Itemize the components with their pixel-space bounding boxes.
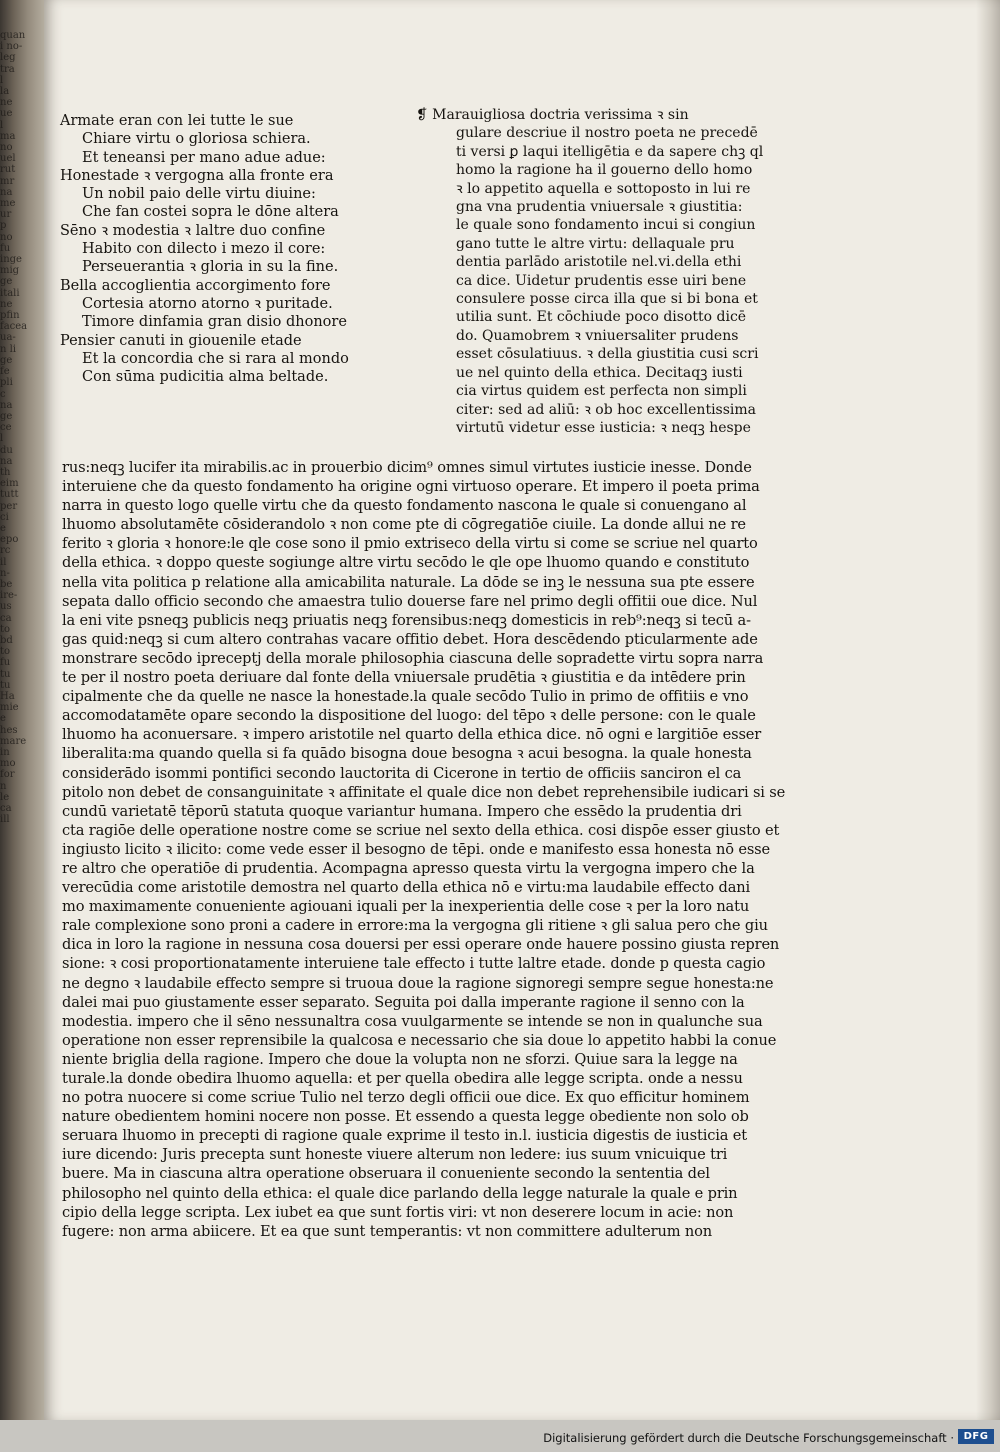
spine-fragment: ma	[0, 130, 16, 142]
spine-fragment: l	[0, 74, 4, 86]
spine-fragment: n li	[0, 343, 17, 355]
spine-fragment: leg	[0, 52, 16, 64]
verse-line: Sēno ꝛ modestia ꝛ laltre duo confine	[60, 222, 326, 239]
spine-fragment: mie	[0, 702, 19, 714]
spine-fragment: ce	[0, 422, 12, 434]
commentary-line: ferito ꝛ gloria ꝛ honore:le qle cose sono il pmio extriseco della virtu si come se scriue nel quarto	[62, 535, 758, 553]
spine-fragment: be	[0, 578, 13, 590]
commentary-line: verecūdia come aristotile demostra nel quarto della ethica nō e virtu:ma laudabile effecto dani	[62, 879, 751, 897]
spine-fragment: n	[0, 780, 7, 792]
commentary-line: ꝛ lo appetito aquella e sottoposto in lui re	[456, 180, 751, 197]
spine-fragment: per	[0, 500, 18, 512]
commentary-line: narra in questo logo quelle virtu che da questo fondamento nascona le quale si conuengano al	[62, 497, 747, 515]
spine-fragment: ne	[0, 298, 13, 310]
commentary-line: ue nel quinto della ethica. Decitaqꝫ iusti	[456, 364, 743, 381]
commentary-line: cundū varietatē tēporū statuta quoque variantur humana. Impero che essēdo la prudentia dri	[62, 802, 742, 820]
commentary-line: monstrare secōdo ipreceptj della morale philosophia ciascuna delle sopradette virtu sopra narra	[62, 649, 764, 667]
spine-fragment: tu	[0, 668, 11, 680]
spine-fragment: quan	[0, 30, 26, 41]
spine-fragment: le	[0, 791, 10, 803]
commentary-line: rus:neqꝫ lucifer ita mirabilis.ac in prouerbio dicim⁹ omnes simul virtutes iusticie inesse. Donde	[62, 459, 752, 476]
verse-line: Con sūma pudicitia alma beltade.	[82, 369, 329, 386]
spine-fragment: rut	[0, 164, 16, 176]
verse-line: Bella accoglientia accorgimento fore	[60, 277, 331, 294]
spine-fragment: c	[0, 388, 6, 400]
commentary-line: seruara lhuomo in precepti di ragione quale exprime il testo in.l. iusticia digestis de iusticia et	[62, 1127, 748, 1145]
commentary-line: consulere posse circa illa que si bi bona et	[456, 291, 758, 308]
spine-fragment: na	[0, 399, 13, 411]
verse-line: Chiare virtu o gloriosa schiera.	[82, 131, 311, 148]
spine-fragment: e	[0, 522, 6, 534]
commentary-line: do. Quamobrem ꝛ vniuersaliter prudens	[456, 327, 739, 344]
spine-fragment: in	[0, 747, 10, 758]
adjacent-page-fragment	[0, 30, 38, 1400]
spine-fragment: il	[0, 556, 7, 568]
spine-fragment: no	[0, 142, 13, 154]
commentary-line: ingiusto licito ꝛ ilicito: come vede esser il besogno de tēpi. onde e manifesto essa honesta nō esse	[62, 840, 771, 858]
commentary-line: dica in loro la ragione in nessuna cosa douersi per essi operare onde hauere possino giusta repren	[62, 936, 780, 954]
spine-fragment: mo	[0, 758, 16, 770]
commentary-line: sione: ꝛ cosi proportionatamente interuiene tale effecto i tutte laltre etade. donde p questa cagio	[62, 955, 766, 973]
commentary-line: dalei mai puo giustamente esser separato. Seguita poi dalla imperante ragione il senno con la	[62, 993, 745, 1011]
spine-fragment: ire-	[0, 590, 18, 602]
spine-fragment: ua-	[0, 332, 16, 344]
commentary-main-block	[62, 458, 785, 1241]
spine-fragment: e	[0, 713, 6, 725]
commentary-line: liberalita:ma quando quella si fa quādo bisogna doue besogna ꝛ acui besogna. la quale honesta	[62, 745, 752, 763]
commentary-line: cipalmente che da quelle ne nasce la honestade.la quale secōdo Tulio in primo de offitiis e vno	[62, 688, 749, 706]
commentary-line: ti versi ꝑ laqui itelligētia e da sapere chꝫ ql	[456, 143, 764, 160]
spine-fragment: pfin	[0, 310, 20, 322]
commentary-line: lhuomo ha aconuersare. ꝛ impero aristotile nel quarto della ethica dice. nō ogni e largitiōe esser	[62, 726, 762, 744]
spine-fragment: l	[0, 119, 4, 131]
spine-fragment: bd	[0, 634, 13, 646]
spine-fragment: ur	[0, 209, 12, 221]
verse-line: Et teneansi per mano adue adue:	[82, 149, 326, 166]
spine-fragment: ca	[0, 803, 12, 815]
commentary-right-column	[416, 106, 763, 437]
commentary-line: no potra nuocere si come scriue Tulio nel terzo degli officii oue dice. Ex quo efficitur hominem	[62, 1089, 750, 1107]
commentary-line: rale complexione sono proni a cadere in errore:ma la vergogna gli ritiene ꝛ gli salua pero che giu	[62, 917, 768, 935]
digitization-footer	[0, 1420, 1000, 1452]
commentary-line: fugere: non arma abiicere. Et ea que sunt temperantis: vt non committere adulterum non	[62, 1222, 713, 1240]
commentary-line: nella vita politica p relatione alla amicabilita naturale. La dōde se inꝫ le nessuna sua pte essere	[62, 573, 755, 591]
commentary-line: gna vna prudentia vniuersale ꝛ giustitia:	[456, 199, 743, 216]
verse-line: Et la concordia che si rara al mondo	[82, 350, 349, 367]
verse-block	[60, 112, 349, 386]
spine-fragment: pli	[0, 377, 13, 389]
commentary-line: gas quid:neqꝫ si cum altero contrahas vacare offitio debet. Hora descēdendo pticularmente ade	[62, 630, 758, 648]
verse-line: Che fan costei sopra le dōne altera	[82, 204, 339, 221]
commentary-line: dentia parlādo aristotile nel.vi.della ethi	[456, 254, 742, 271]
commentary-line: le quale sono fondamento incui si congiun	[456, 217, 756, 234]
commentary-line: ❡ Marauigliosa doctria verissima ꝛ sin	[416, 107, 689, 123]
spine-fragment: na	[0, 455, 13, 467]
commentary-line: pitolo non debet de consanguinitate ꝛ affinitate el quale dice non debet reprehensibile iudicari si se	[62, 783, 786, 801]
commentary-line: cia virtus quidem est perfecta non simpli	[456, 383, 747, 400]
spine-fragment: inge	[0, 254, 22, 266]
spine-fragment: n-	[0, 567, 10, 579]
spine-fragment: to	[0, 623, 11, 635]
commentary-line: buere. Ma in ciascuna altra operatione obseruara il conueniente secondo la sententia del	[62, 1165, 710, 1183]
page-right-shadow	[976, 0, 1000, 1420]
spine-fragment: ne	[0, 97, 13, 109]
spine-fragment: l	[0, 433, 4, 445]
commentary-line: cta ragiōe delle operatione nostre come se scriue nel sexto della ethica. cosi dispōe esser giusto et	[62, 821, 780, 839]
spine-fragment: for	[0, 769, 15, 781]
commentary-line: homo la ragione ha il gouerno dello homo	[456, 162, 753, 179]
commentary-line: iure dicendo: Juris precepta sunt honeste viuere alterum non ledere: ius suum vnicuique tri	[62, 1146, 728, 1164]
commentary-line: citer: sed ad aliū: ꝛ ob hoc excellentissima	[456, 401, 757, 418]
spine-fragment: no	[0, 231, 13, 243]
commentary-line: cipio della legge scripta. Lex iubet ea que sunt fortis viri: vt non deserere locum in acie: non	[62, 1203, 734, 1221]
spine-fragment: us	[0, 601, 12, 613]
commentary-line: mo maximamente conueniente agiouani iquali per la inexperientia delle cose ꝛ per la loro natu	[62, 898, 750, 916]
commentary-line: te per il nostro poeta deriuare dal fonte della vniuersale prudētia ꝛ giustitia e da intēdere prin	[62, 669, 746, 687]
spine-fragment: mig	[0, 265, 20, 277]
commentary-line: turale.la donde obedira lhuomo aquella: et per quella obedira alle legge scripta. onde a nessu	[62, 1070, 743, 1087]
commentary-line: nature obedientem homini nocere non posse. Et essendo a questa legge obediente non solo ob	[62, 1108, 749, 1126]
spine-fragment: p	[0, 220, 7, 232]
commentary-line: re altro che operatiōe di prudentia. Acompagna apresso questa virtu la vergogna impero che la	[62, 859, 755, 877]
verse-line: Pensier canuti in giouenile etade	[60, 332, 302, 349]
commentary-line: lhuomo absolutamēte cōsiderandolo ꝛ non come pte di cōgregatiōe ciuile. La donde allui ne re	[62, 516, 746, 534]
verse-line: Un nobil paio delle virtu diuine:	[82, 186, 316, 203]
spine-fragment: ue	[0, 108, 13, 120]
spine-fragment: ge	[0, 354, 13, 366]
dfg-logo: DFG	[958, 1429, 994, 1444]
spine-fragment: mare	[0, 735, 27, 747]
commentary-line: utilia sunt. Et cōchiude poco disotto dicē	[456, 309, 747, 326]
spine-fragment: ge	[0, 410, 13, 422]
spine-fragment: na	[0, 186, 13, 198]
verse-line: Timore dinfamia gran disio dhonore	[82, 314, 347, 331]
verse-line: Honestade ꝛ vergogna alla fronte era	[60, 167, 334, 184]
verse-line: Habito con dilecto i mezo il core:	[82, 241, 326, 258]
commentary-line: considerādo isommi pontifici secondo lauctorita di Cicerone in tertio de officiis sanciron el ca	[62, 764, 742, 782]
spine-fragment: itali	[0, 287, 20, 299]
commentary-line: gano tutte le altre virtu: dellaquale pru	[456, 235, 735, 252]
verse-line: Cortesia atorno atorno ꝛ puritade.	[82, 295, 333, 312]
commentary-line: sepata dallo officio secondo che amaestra tulio douerse fare nel primo degli offitii oue dice. Nul	[62, 592, 758, 610]
spine-fragment: ci	[0, 511, 9, 523]
spine-fragment: ill	[0, 814, 10, 826]
commentary-line: operatione non esser reprensibile la qualcosa e necessario che sia doue lo appetito habbi la conue	[62, 1031, 777, 1049]
commentary-line: ne degno ꝛ laudabile effecto sempre si truoua doue la ragione signoregi sempre segue honesta:ne	[62, 974, 774, 992]
footer-credit: Digitalisierung gefördert durch die Deutsche Forschungsgemeinschaft ·	[543, 1431, 954, 1445]
spine-fragment: rc	[0, 545, 11, 557]
commentary-line: virtutū videtur esse iusticia: ꝛ neqꝫ hespe	[456, 419, 751, 436]
spine-fragment: fe	[0, 366, 10, 378]
spine-fragment: hes	[0, 724, 18, 736]
spine-fragment: Ha	[0, 690, 15, 702]
spine-fragment: facea	[0, 321, 28, 333]
commentary-line: ca dice. Uidetur prudentis esse uiri bene	[456, 272, 747, 289]
spine-fragment: th	[0, 466, 11, 478]
spine-fragment: la	[0, 86, 10, 98]
spine-fragment: fu	[0, 657, 11, 669]
commentary-line: gulare descriue il nostro poeta ne precedē	[456, 125, 758, 142]
commentary-line: la eni vite psneqꝫ publicis neqꝫ priuatis neqꝫ forensibus:neqꝫ domesticis in reb⁹:neqꝫ si tecū a-	[62, 611, 751, 629]
commentary-line: interuiene che da questo fondamento ha origine ogni virtuoso operare. Et impero il poeta prima	[62, 478, 760, 496]
verse-line: Perseuerantia ꝛ gloria in su la fine.	[82, 259, 339, 276]
spine-fragment: ca	[0, 612, 12, 624]
spine-fragment: tu	[0, 679, 11, 691]
spine-fragment: tutt	[0, 489, 19, 501]
commentary-line: philosopho nel quinto della ethica: el quale dice parlando della legge naturale la quale e prin	[62, 1184, 738, 1202]
verse-line: Armate eran con lei tutte le sue	[60, 113, 294, 129]
spine-fragment: tra	[0, 63, 15, 75]
spine-fragment: i no-	[0, 41, 23, 53]
spine-fragment: me	[0, 198, 16, 210]
spine-fragment: du	[0, 444, 13, 456]
commentary-line: accomodatamēte opare secondo la dispositione del luogo: del tēpo ꝛ delle persone: con le quale	[62, 707, 756, 725]
commentary-line: modestia. impero che il sēno nessunaltra cosa vuulgarmente se intende se non in qualunche sua	[62, 1012, 763, 1030]
spine-fragment: uel	[0, 153, 16, 165]
commentary-line: niente briglia della ragione. Impero che doue la volupta non ne sforzi. Quiue sara la legge na	[62, 1050, 738, 1068]
commentary-line: della ethica. ꝛ doppo queste sogiunge altre virtu secōdo le qle ope lhuomo quando e constituto	[62, 554, 750, 572]
commentary-line: esset cōsulatiuus. ꝛ della giustitia cusi scri	[456, 346, 759, 363]
spine-fragment: mr	[0, 175, 15, 187]
spine-fragment: ge	[0, 276, 13, 288]
spine-fragment: to	[0, 646, 11, 658]
spine-fragment: eim	[0, 478, 19, 490]
spine-fragment: epo	[0, 534, 19, 546]
spine-fragment: fu	[0, 242, 11, 254]
